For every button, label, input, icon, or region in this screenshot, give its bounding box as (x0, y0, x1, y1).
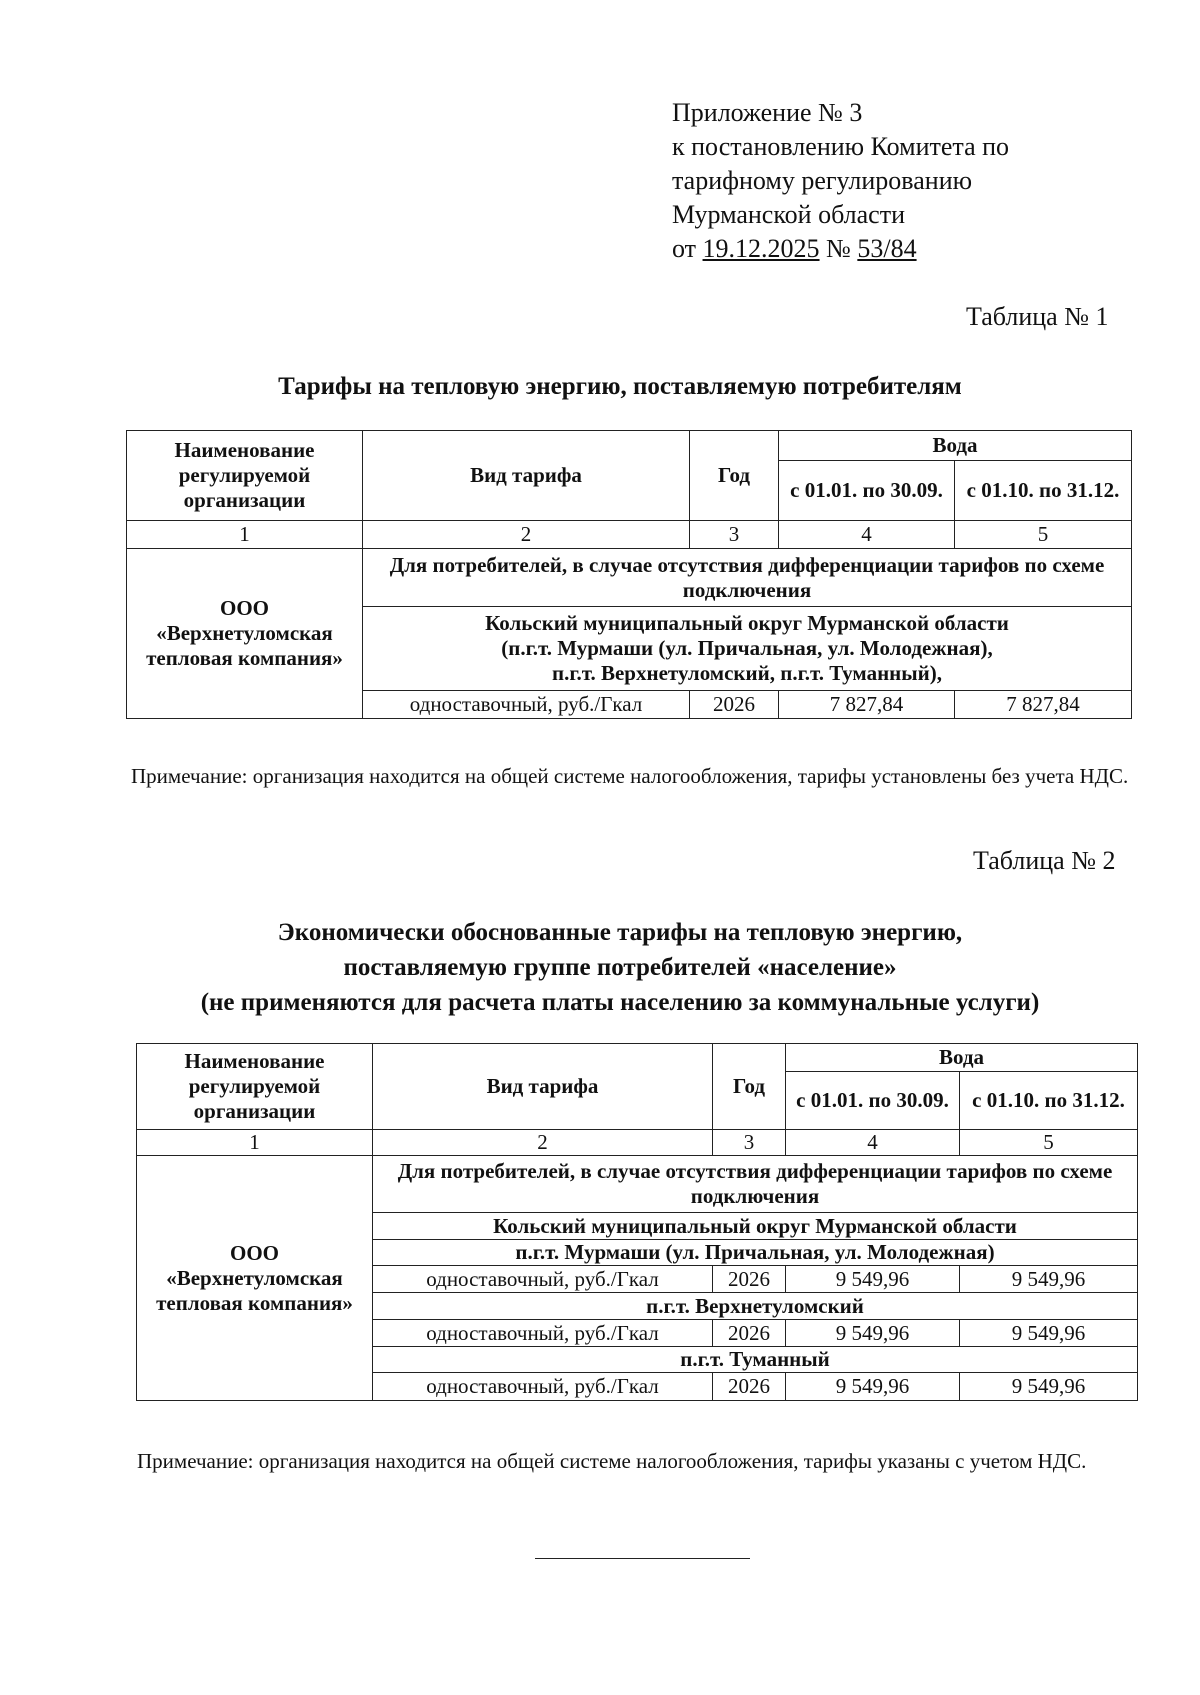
col-number: 5 (960, 1130, 1138, 1156)
table2-note: Примечание: организация находится на общей системе налогообложения, тарифы указаны с учетом НДС. (137, 1449, 1087, 1473)
table2-label: Таблица № 2 (973, 846, 1116, 875)
header-period-1: с 01.01. по 30.09. (786, 1072, 960, 1130)
year-cell: 2026 (713, 1266, 786, 1293)
annex-line: к постановлению Комитета по (672, 132, 1010, 161)
area-line: (п.г.т. Мурмаши (ул. Причальная, ул. Молодежная), (501, 636, 993, 660)
decree-number: 53/84 (857, 234, 917, 263)
decree-date: 19.12.2025 (702, 234, 820, 263)
table2-title (100, 915, 1140, 1020)
locality-label: п.г.т. Мурмаши (ул. Причальная, ул. Молодежная) (373, 1240, 1138, 1266)
table1 (126, 430, 1132, 719)
col-number: 1 (127, 521, 363, 549)
col-number: 5 (955, 521, 1132, 549)
value-cell: 9 549,96 (786, 1266, 960, 1293)
col-number: 1 (137, 1130, 373, 1156)
col-number: 2 (373, 1130, 713, 1156)
date-prefix: от (672, 234, 703, 263)
value-cell: 9 549,96 (960, 1266, 1138, 1293)
tariff-type-cell: одноставочный, руб./Гкал (373, 1266, 713, 1293)
number-prefix: № (819, 234, 858, 263)
header-period-2: с 01.10. по 31.12. (960, 1072, 1138, 1130)
end-rule (535, 1558, 750, 1559)
table2-title-line: поставляемую группе потребителей «население» (343, 954, 897, 981)
district-label: Кольский муниципальный округ Мурманской области (373, 1213, 1138, 1240)
header-year: Год (690, 431, 779, 521)
org-name: ООО «Верхнетуломская тепловая компания» (137, 1156, 373, 1401)
year-cell: 2026 (713, 1320, 786, 1347)
value-cell: 9 549,96 (786, 1320, 960, 1347)
col-number: 4 (786, 1130, 960, 1156)
section-label: Для потребителей, в случае отсутствия дифференциации тарифов по схеме подключения (373, 1156, 1138, 1213)
year-cell: 2026 (713, 1373, 786, 1401)
header-tariff-type: Вид тарифа (373, 1044, 713, 1130)
value-cell: 9 549,96 (960, 1373, 1138, 1401)
col-number: 3 (713, 1130, 786, 1156)
table1-title: Тарифы на тепловую энергию, поставляемую потребителям (278, 373, 962, 400)
year-cell: 2026 (690, 691, 779, 719)
annex-block (672, 96, 1009, 266)
table2 (136, 1043, 1138, 1401)
area-label (363, 607, 1132, 691)
tariff-type-cell: одноставочный, руб./Гкал (373, 1373, 713, 1401)
col-number: 2 (363, 521, 690, 549)
header-org: Наименование регулируемой организации (137, 1044, 373, 1130)
value-cell: 7 827,84 (779, 691, 955, 719)
area-line: Кольский муниципальный округ Мурманской области (485, 611, 1009, 635)
org-name: ООО «Верхнетуломская тепловая компания» (127, 549, 363, 719)
header-period-1: с 01.01. по 30.09. (779, 461, 955, 521)
header-year: Год (713, 1044, 786, 1130)
table1-note: Примечание: организация находится на общей системе налогообложения, тарифы установлены без учета НДС. (131, 764, 1129, 788)
tariff-type-cell: одноставочный, руб./Гкал (373, 1320, 713, 1347)
tariff-type-cell: одноставочный, руб./Гкал (363, 691, 690, 719)
table2-title-line: (не применяются для расчета платы населению за коммунальные услуги) (200, 989, 1040, 1016)
annex-line: Мурманской области (672, 200, 905, 229)
header-tariff-type: Вид тарифа (363, 431, 690, 521)
annex-title: Приложение № 3 (672, 98, 863, 127)
locality-label: п.г.т. Верхнетуломский (373, 1293, 1138, 1320)
annex-line: тарифному регулированию (672, 166, 973, 195)
header-water: Вода (786, 1044, 1138, 1072)
table2-title-line: Экономически обоснованные тарифы на тепловую энергию, (277, 919, 963, 946)
annex-date-line (672, 232, 1009, 266)
col-number: 3 (690, 521, 779, 549)
area-line: п.г.т. Верхнетуломский, п.г.т. Туманный), (551, 661, 943, 685)
header-org: Наименование регулируемой организации (127, 431, 363, 521)
col-number: 4 (779, 521, 955, 549)
header-water: Вода (779, 431, 1132, 461)
value-cell: 9 549,96 (786, 1373, 960, 1401)
header-period-2: с 01.10. по 31.12. (955, 461, 1132, 521)
value-cell: 7 827,84 (955, 691, 1132, 719)
locality-label: п.г.т. Туманный (373, 1347, 1138, 1373)
section-label: Для потребителей, в случае отсутствия дифференциации тарифов по схеме подключения (363, 549, 1132, 607)
table1-label: Таблица № 1 (966, 302, 1109, 331)
value-cell: 9 549,96 (960, 1320, 1138, 1347)
